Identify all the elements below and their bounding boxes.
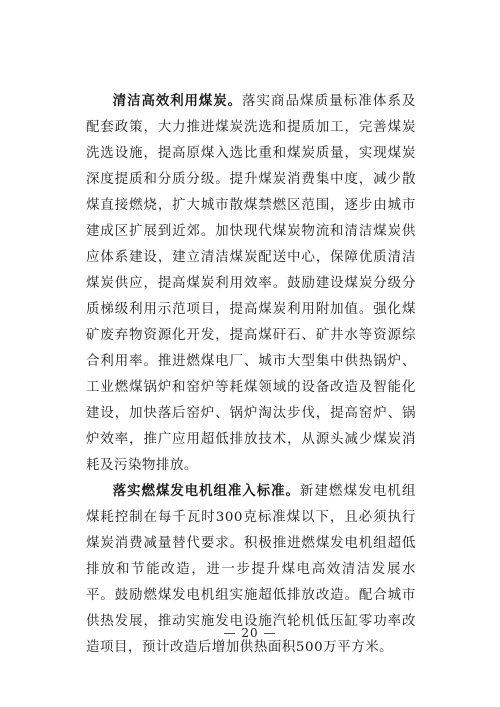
paragraph-clean-coal [86,89,416,479]
document-body [86,89,416,661]
paragraph-heading: 清洁高效利用煤炭。 [112,94,242,109]
page-number: — 20 — [223,626,277,640]
paragraph-heading: 落实燃煤发电机组准入标准。 [112,484,300,499]
paragraph-text: 落实商品煤质量标准体系及配套政策，大力推进煤炭洗选和提质加工，完善煤炭洗选设施，提高原煤入选比重和煤炭质量，实现煤炭深度提质和分质分级。提升煤炭消费集中度，减少散煤直接燃烧，扩大城市散煤禁燃区范围，逐步由城市建成区扩展到近郊。加快现代煤炭物流和清洁煤炭供应体系建设，建立清洁煤炭配送中心，保障优质清洁煤炭供应，提高煤炭利用效率。鼓励建设煤炭分级分质梯级利用示范项目，提高煤炭利用附加值。强化煤矿废弃物资源化开发，提高煤矸石、矿井水等资源综合利用率。推进燃煤电厂、城市大型集中供热锅炉、工业燃煤锅炉和窑炉等耗煤领域的设备改造及智能化建设，加快落后窑炉、锅炉淘汰步伐，提高窑炉、锅炉效率，推广应用超低排放技术，从源头减少煤炭消耗及污染物排放。 [86,94,416,473]
paragraph-text: 新建燃煤发电机组煤耗控制在每千瓦时300克标准煤以下，且必须执行煤炭消费减量替代要求。积极推进燃煤发电机组超低排放和节能改造，进一步提升煤电高效清洁发展水平。鼓励燃煤发电机组实施超低排放改造。配合城市供热发展，推动实施发电设施汽轮机低压缸零功率改造项目，预计改造后增加供热面积500万平方米。 [86,484,416,655]
